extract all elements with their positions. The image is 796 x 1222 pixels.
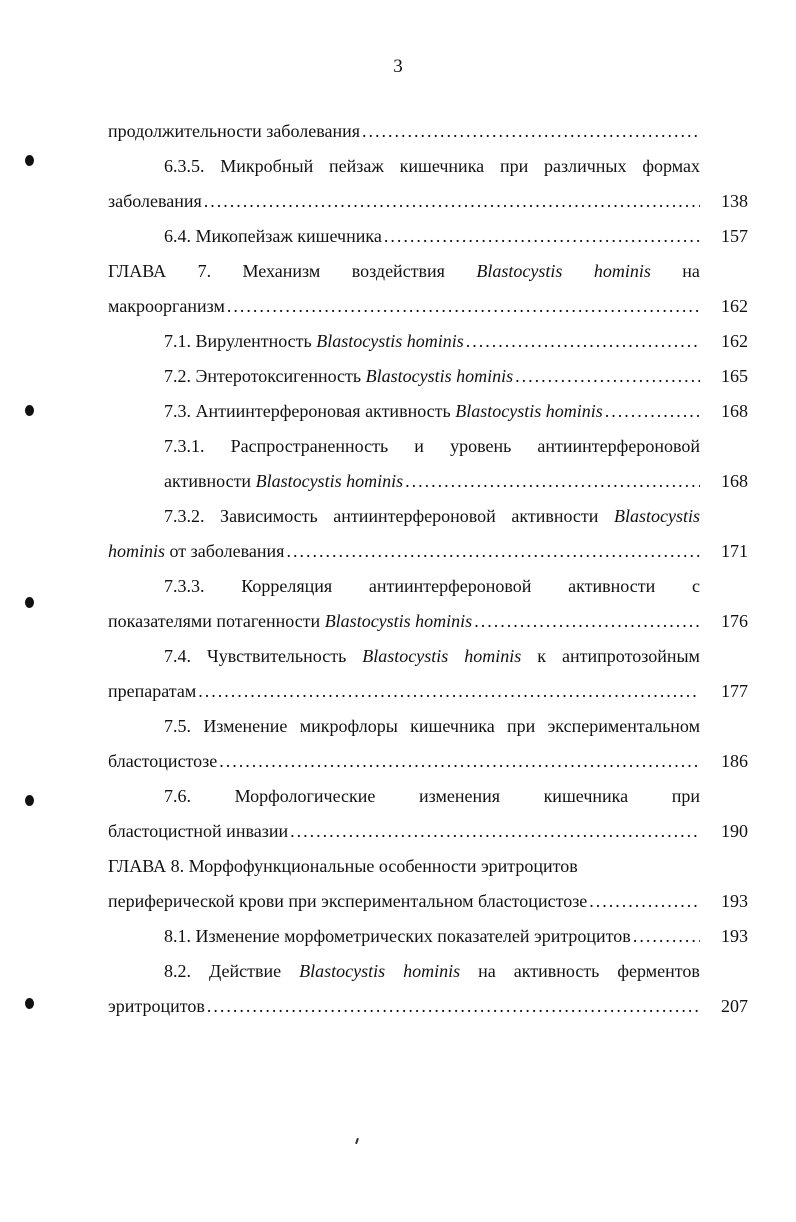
toc-entry-text: активности Blastocystis hominis: [164, 471, 404, 491]
toc-leader-dots: [631, 923, 700, 949]
toc-entry-text: 7.1. Вирулентность Blastocystis hominis: [164, 331, 464, 351]
toc-word: кишечника: [399, 156, 485, 176]
toc-word: hominis: [464, 646, 522, 666]
toc-word: Blastocystis: [299, 961, 386, 981]
toc-word: антиинтерфероновой: [368, 576, 532, 596]
toc-word: Распространенность: [230, 436, 389, 456]
toc-word: 7.3.1.: [164, 436, 205, 456]
toc-entry-text: макроорганизм: [108, 296, 225, 316]
toc-chapter-7: [108, 258, 700, 284]
toc-word: 6.3.5.: [164, 156, 205, 176]
toc-entry-text: бластоцистозе: [108, 751, 218, 771]
toc-word: Действие: [209, 961, 282, 981]
toc-word: кишечника: [543, 786, 629, 806]
toc-entry-7-3-1: [164, 433, 700, 459]
toc-page-number: 162: [721, 331, 748, 351]
toc-entry-text: hominis от заболевания: [108, 541, 285, 561]
toc-entry-text: 8.1. Изменение морфометрических показателей эритроцитов: [164, 926, 631, 946]
toc-word: hominis: [403, 961, 461, 981]
toc-page-number: 171: [721, 541, 748, 561]
toc-entry-7-3-3: [164, 573, 700, 599]
toc-entry-text: препаратам: [108, 681, 197, 701]
toc-page-number: 162: [721, 296, 748, 316]
toc-word: ферментов: [617, 961, 700, 981]
toc-entry-continuation: [108, 678, 700, 704]
toc-word: Blastocystis: [476, 261, 563, 281]
toc-page-number: 193: [721, 926, 748, 946]
toc-entry-continuation: [108, 188, 700, 214]
toc-word: при: [671, 786, 700, 806]
margin-bullet: [25, 597, 34, 608]
toc-word: различных: [544, 156, 627, 176]
toc-entry-8-2: [164, 958, 700, 984]
toc-word: Морфологические: [234, 786, 376, 806]
toc-leader-dots: [217, 748, 700, 774]
margin-bullet: [25, 155, 34, 166]
toc-entry-text: периферической крови при экспериментальном бластоцистозе: [108, 891, 588, 911]
toc-entry-7-4: [164, 643, 700, 669]
toc-page-number: 176: [721, 611, 748, 631]
toc-leader-dots: [464, 328, 700, 354]
toc-leader-dots: [205, 993, 700, 1019]
toc-word: Blastocystis: [362, 646, 449, 666]
toc-word: антиинтерфероновой: [537, 436, 700, 456]
scan-speck: [355, 1138, 359, 1144]
toc-entry-7-2: [164, 363, 700, 389]
toc-word: с: [691, 576, 700, 596]
toc-leader-dots: [288, 818, 700, 844]
toc-leader-dots: [472, 608, 700, 634]
toc-word: 7.: [197, 261, 212, 281]
toc-leader-dots: [202, 188, 700, 214]
toc-word: кишечника: [410, 716, 495, 736]
toc-entry-text: продолжительности заболевания: [108, 121, 360, 141]
toc-word: 7.3.3.: [164, 576, 205, 596]
toc-chapter-8: [108, 853, 700, 879]
toc-word: к: [537, 646, 547, 666]
toc-leader-dots: [513, 363, 700, 389]
toc-entry-6-4: [164, 223, 700, 249]
toc-leader-dots: [382, 223, 700, 249]
toc-entry-text: 7.3. Антиинтерфероновая активность Blastocystis hominis: [164, 401, 603, 421]
toc-word: 7.5.: [164, 716, 191, 736]
toc-word: пейзаж: [329, 156, 384, 176]
toc-word: активности: [511, 506, 599, 526]
toc-leader-dots: [360, 118, 700, 144]
toc-entry-7-1: [164, 328, 700, 354]
toc-word: 7.4.: [164, 646, 191, 666]
toc-word: на: [478, 961, 496, 981]
toc-word: воздействия: [351, 261, 445, 281]
toc-entry-7-6: [164, 783, 700, 809]
toc-leader-dots: [196, 678, 700, 704]
toc-entry-7-5: [164, 713, 700, 739]
toc-word: ГЛАВА: [108, 261, 167, 281]
toc-word: микрофлоры: [299, 716, 398, 736]
toc-page-number: 168: [721, 401, 748, 421]
toc-entry-continuation: [108, 293, 700, 319]
toc-page-number: 186: [721, 751, 748, 771]
toc-page-number: 168: [721, 471, 748, 491]
toc-word: Микробный: [220, 156, 314, 176]
toc-page-number: 165: [721, 366, 748, 386]
toc-word: 8.2.: [164, 961, 191, 981]
toc-page-number: 193: [721, 891, 748, 911]
toc-word: Изменение: [203, 716, 288, 736]
toc-word: на: [682, 261, 700, 281]
toc-entry-continuation: [108, 993, 700, 1019]
toc-word: экспериментальном: [547, 716, 700, 736]
toc-entry-7-3: [164, 398, 700, 424]
margin-bullet: [25, 405, 34, 416]
toc-word: 7.6.: [164, 786, 191, 806]
toc-word: формах: [642, 156, 700, 176]
toc-word: Механизм: [242, 261, 321, 281]
toc-entry-7-3-2: [164, 503, 700, 529]
toc-word: уровень: [450, 436, 512, 456]
toc-leader-dots: [284, 538, 700, 564]
toc-entry-continuation: [108, 818, 700, 844]
toc-entry-text: показателями потагенности Blastocystis hominis: [108, 611, 473, 631]
page-number: 3: [393, 56, 403, 77]
toc-entry-8-1: [164, 923, 700, 949]
toc-entry-continuation: [108, 538, 700, 564]
toc-word: Зависимость: [220, 506, 318, 526]
toc-leader-dots: [225, 293, 700, 319]
toc-page-number: 177: [721, 681, 748, 701]
toc-word: активность: [513, 961, 600, 981]
toc-word: 7.3.2.: [164, 506, 205, 526]
toc-word: изменения: [418, 786, 500, 806]
toc-word: при: [507, 716, 536, 736]
margin-bullet: [25, 795, 34, 806]
toc-leader-dots: [587, 888, 700, 914]
toc-entry-text: эритроцитов: [108, 996, 205, 1016]
toc-entry-continuation: [108, 118, 700, 144]
toc-page-number: 190: [721, 821, 748, 841]
toc-entry-continuation: [164, 468, 700, 494]
toc-leader-dots: [603, 398, 700, 424]
toc-word: при: [499, 156, 529, 176]
margin-bullet: [25, 998, 34, 1009]
toc-entry-continuation: [108, 888, 700, 914]
toc-word: и: [414, 436, 424, 456]
toc-entry-text: бластоцистной инвазии: [108, 821, 289, 841]
toc-leader-dots: [403, 468, 700, 494]
toc-entry-text: 7.2. Энтеротоксигенность Blastocystis hominis: [164, 366, 514, 386]
toc-word: антипротозойным: [562, 646, 700, 666]
toc-word: Корреляция: [241, 576, 333, 596]
toc-page-number: 207: [721, 996, 748, 1016]
toc-word: активности: [568, 576, 656, 596]
toc-word: hominis: [593, 261, 651, 281]
toc-entry-text: 6.4. Микопейзаж кишечника: [164, 226, 382, 246]
toc-word: Чувствительность: [207, 646, 347, 666]
toc-entry-text: заболевания: [108, 191, 202, 211]
toc-page-number: 138: [721, 191, 748, 211]
toc-page-number: 157: [721, 226, 748, 246]
toc-entry-6-3-5: [164, 153, 700, 179]
toc-entry-continuation: [108, 748, 700, 774]
toc-word: антиинтерфероновой: [333, 506, 496, 526]
toc-entry-continuation: [108, 608, 700, 634]
toc-entry-text: ГЛАВА 8. Морфофункциональные особенности эритроцитов: [108, 856, 578, 876]
toc-word: Blastocystis: [613, 506, 700, 526]
